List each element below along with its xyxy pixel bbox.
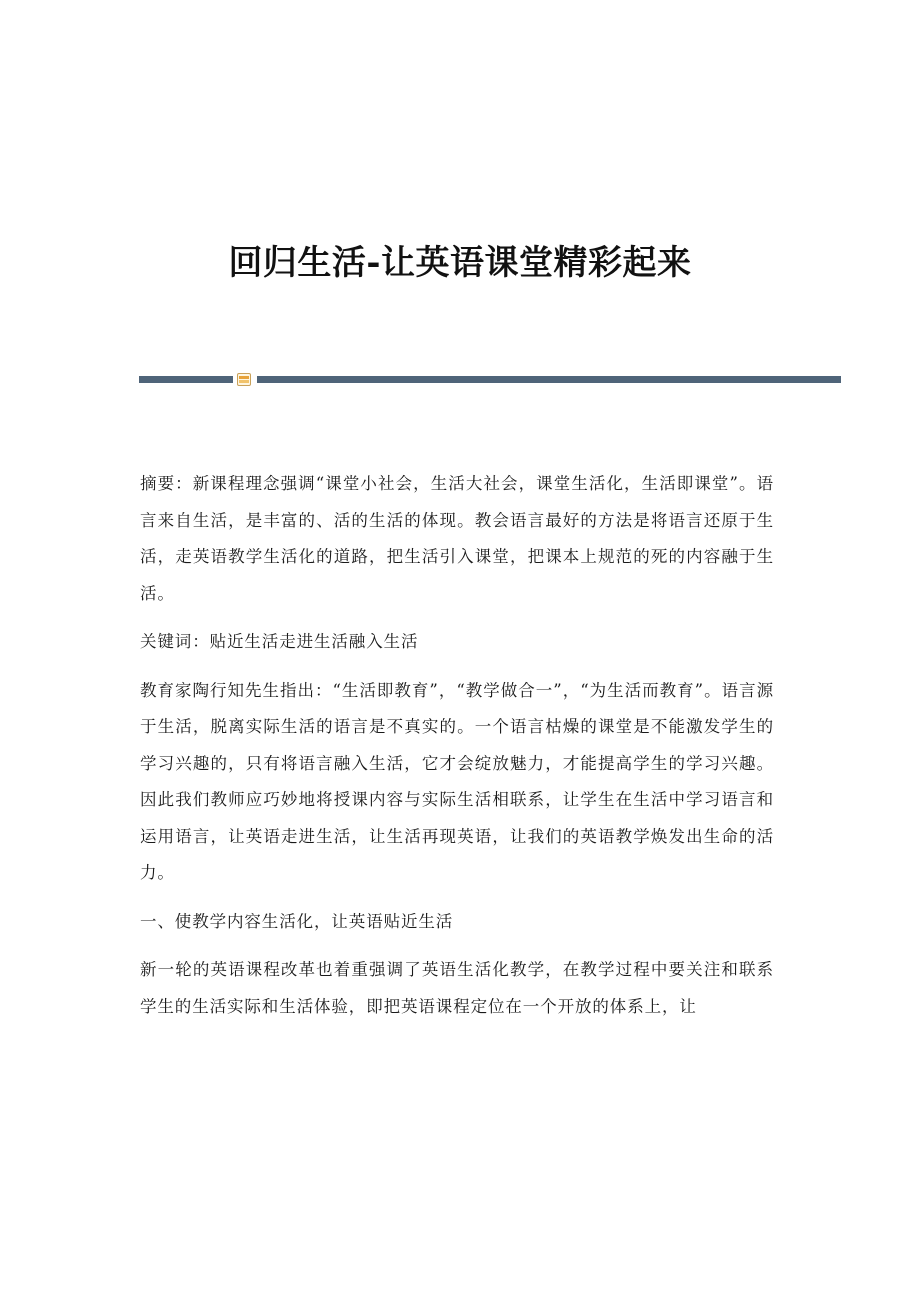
abstract-paragraph: 摘要：新课程理念强调“课堂小社会，生活大社会，课堂生活化，生活即课堂”。语言来自生活，是丰富的、活的生活的体现。教会语言最好的方法是将语言还原于生活，走英语教学生活化的道路，把生活引入课堂，把课本上规范的死的内容融于生活。 [140, 474, 774, 603]
section-1-paragraph: 新一轮的英语课程改革也着重强调了英语生活化教学，在教学过程中要关注和联系学生的生活实际和生活体验，即把英语课程定位在一个开放的体系上，让 [140, 960, 774, 1016]
title-divider [139, 372, 841, 386]
divider-bar-left [139, 376, 233, 383]
book-ornament-icon [237, 373, 251, 386]
section-heading-1: 一、使教学内容生活化，让英语贴近生活 [140, 911, 454, 931]
intro-paragraph: 教育家陶行知先生指出：“生活即教育”，“教学做合一”，“为生活而教育”。语言源于生活，脱离实际生活的语言是不真实的。一个语言枯燥的课堂是不能激发学生的学习兴趣的，只有将语言融入生活，它才会绽放魅力，才能提高学生的学习兴趣。因此我们教师应巧妙地将授课内容与实际生活相联系，让学生在生活中学习语言和运用语言，让英语走进生活，让生活再现英语，让我们的英语教学焕发出生命的活力。 [140, 680, 774, 882]
keywords-paragraph: 关键词：贴近生活走进生活融入生活 [140, 632, 419, 651]
document-title: 回归生活-让英语课堂精彩起来 [228, 242, 692, 283]
document-body [140, 466, 774, 1037]
divider-bar-right [257, 376, 841, 383]
